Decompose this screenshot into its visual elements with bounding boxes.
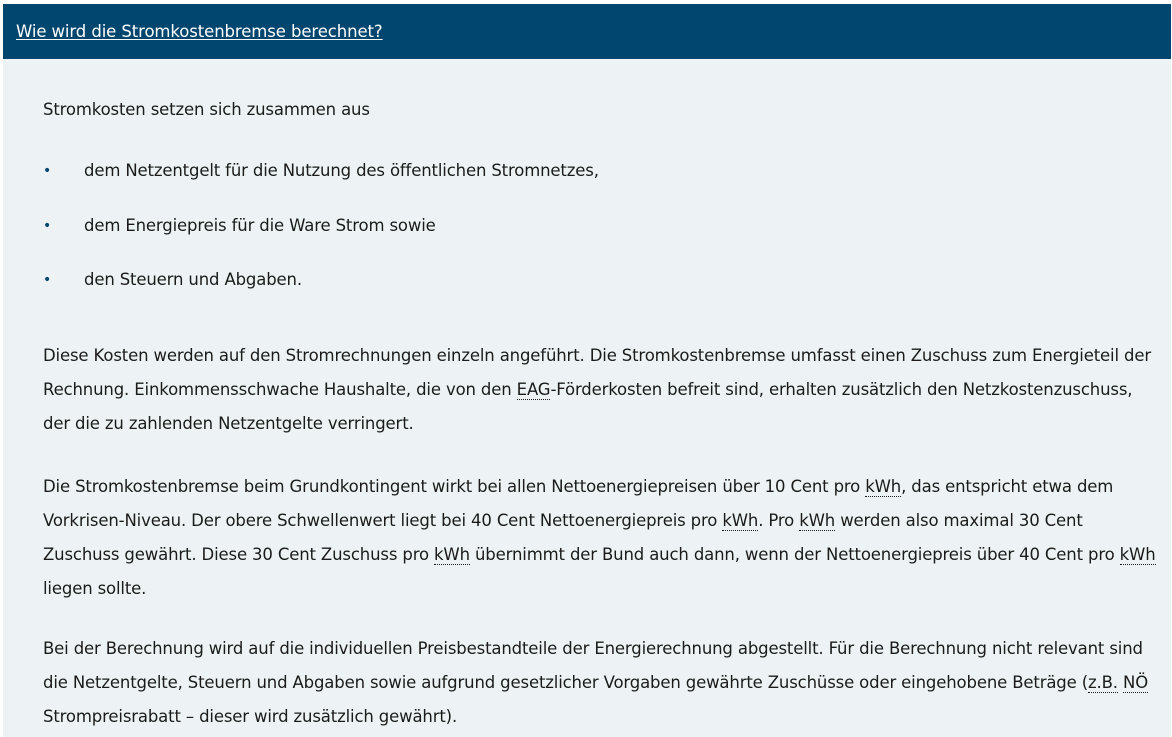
abbr-kwh[interactable]: kWh	[722, 511, 759, 530]
abbr-kwh[interactable]: kWh	[799, 511, 836, 530]
abbr-kwh[interactable]: kWh	[1119, 545, 1156, 564]
abbr-kwh[interactable]: kWh	[434, 545, 470, 564]
abbr-noe[interactable]: NÖ	[1123, 673, 1149, 692]
paragraph-text: übernimmt der Bund auch dann, wenn der Nettoenergiepreis über 40 Cent pro	[469, 545, 1120, 564]
list-item	[43, 161, 599, 216]
paragraph-text: Bei der Berechnung wird auf die individuellen Preisbestandteile der Energierechnung abgestellt. Für die Berechnung nicht relevant sind die Netzentgelte, Steuern und Abgaben sowie aufgrund gesetzlicher Vorgaben gewährte Zuschüsse oder eingehobene Beträge (	[43, 639, 1143, 692]
paragraph-text: liegen sollte.	[43, 579, 147, 598]
list-item-text: den Steuern und Abgaben.	[84, 270, 302, 289]
bullet-icon: •	[43, 272, 52, 288]
accordion-header[interactable]	[3, 4, 1171, 59]
faq-accordion	[3, 4, 1171, 737]
paragraph-calculation	[43, 632, 1159, 734]
paragraph-cost-breakdown	[43, 339, 1159, 441]
paragraph-text: -Förderkosten befreit sind, erhalten zusätzlich den Netzkostenzuschuss, der die zu zahlenden Netzentgelte verringert.	[43, 380, 1133, 433]
bullet-icon: •	[43, 163, 52, 179]
abbr-kwh[interactable]: kWh	[865, 477, 902, 496]
paragraph-text: Strompreisrabatt – dieser wird zusätzlich gewährt).	[43, 707, 458, 726]
list-item-text: dem Netzentgelt für die Nutzung des öffentlichen Stromnetzes,	[84, 161, 599, 180]
paragraph-threshold	[43, 470, 1159, 606]
abbr-zb[interactable]: z.B.	[1088, 673, 1118, 692]
paragraph-text: werden also maximal 30 Cent Zuschuss gewährt. Diese 30 Cent Zuschuss pro	[43, 511, 1083, 564]
list-item-text: dem Energiepreis für die Ware Strom sowie	[84, 215, 436, 235]
accordion-body	[3, 59, 1171, 737]
paragraph-text: , das entspricht etwa dem Vorkrisen-Niveau. Der obere Schwellenwert liegt bei 40 Cent Nettoenergiepreis pro	[43, 477, 1114, 530]
cost-components-list	[43, 161, 599, 325]
paragraph-text: . Pro	[758, 511, 800, 530]
abbr-eag[interactable]: EAG	[516, 380, 551, 399]
paragraph-text: Die Stromkostenbremse beim Grundkontingent wirkt bei allen Nettoenergiepreisen über 10 Cent pro	[43, 477, 866, 496]
bullet-icon: •	[43, 217, 52, 234]
list-item	[43, 216, 599, 271]
accordion-toggle-link[interactable]: Wie wird die Stromkostenbremse berechnet?	[16, 22, 383, 41]
intro-text: Stromkosten setzen sich zusammen aus	[43, 100, 370, 119]
paragraph-text: Diese Kosten werden auf den Stromrechnungen einzeln angeführt. Die Stromkostenbremse umfasst einen Zuschuss zum Energieteil der Rechnung. Einkommensschwache Haushalte, die von den	[43, 346, 1151, 399]
list-item	[43, 270, 599, 325]
